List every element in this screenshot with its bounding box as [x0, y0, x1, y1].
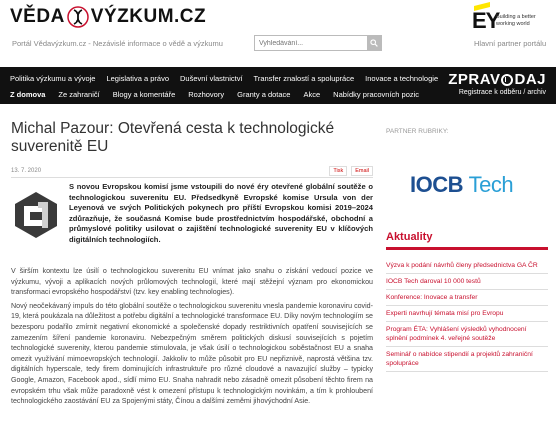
- article: [11, 120, 373, 406]
- dna-icon: [67, 6, 89, 28]
- author-logo-icon: [11, 190, 61, 240]
- search-button[interactable]: [367, 36, 381, 50]
- article-lead-text: S novou Evropskou komisí jsme vstoupili do nové éry otevřené globální soutěže o technologickou suverenitu EU. Předsedkyně Evropské komise Ursula von der Leyenová ve svých Politických pokynech pro příští Evropskou komisi 2019–2024 zdůrazňuje, že současná Komise bude prostřednictvím hospodářské, obchodní a průmyslové politiky usilovat o zajištění technologické suverenity EU v klíčových digitálních technologiích.: [69, 182, 373, 244]
- news-item[interactable]: Program ÉTA: Vyhlášení výsledků vyhodnocení splnění podmínek 4. veřejné soutěže: [386, 322, 548, 347]
- iocb-logo-text: IOCB: [410, 172, 463, 197]
- article-meta: [11, 168, 373, 178]
- nav-item-dusevni[interactable]: Duševní vlastnictví: [180, 73, 243, 83]
- nav-item-akce[interactable]: Akce: [303, 89, 321, 99]
- news-item[interactable]: Experti navrhují témata misí pro Evropu: [386, 306, 548, 322]
- newsletter-o-icon: [501, 74, 513, 86]
- news-item[interactable]: Konference: Inovace a transfer: [386, 290, 548, 306]
- search-box: [254, 35, 382, 51]
- article-actions: [325, 166, 373, 176]
- article-title: Michal Pazour: Otevřená cesta k technologické suverenitě EU: [11, 120, 335, 155]
- nav-item-ze-zahranici[interactable]: Ze zahraničí: [58, 89, 100, 99]
- site-tagline: Portál Vědavýzkum.cz - Nezávislé informace o vědě a výzkumu: [12, 39, 223, 48]
- article-date: 13. 7. 2020: [11, 168, 42, 174]
- tech-logo-text: Tech: [468, 172, 514, 197]
- logo-right-text: VÝZKUM.CZ: [90, 6, 207, 27]
- news-item[interactable]: Seminář o nabídce stipendií a projektů zahraniční spolupráce: [386, 347, 548, 372]
- logo-left-text: VĚDA: [10, 6, 65, 27]
- newsletter-logo-right: DAJ: [514, 71, 546, 88]
- nav-row-topics: [10, 70, 449, 86]
- ey-slogan: [496, 14, 536, 28]
- article-lead: [11, 182, 373, 254]
- article-paragraph: V širším kontextu lze úsilí o technologickou suverenitu EU vnímat jako snahu o získání vedoucí pozice ve výzkumu, vývoji a aplikacích nových průlomových technologií, které mají stěžejní význam pro ekonomickou transformaci evropského hospodářství (tzv. key enabling technologies).: [11, 267, 373, 297]
- news-list: [386, 258, 548, 372]
- ey-slogan-line2: working world: [496, 21, 530, 27]
- nav-item-rozhovory[interactable]: Rozhovory: [188, 89, 225, 99]
- ey-slogan-line1: Building a better: [496, 14, 536, 20]
- section-partner-label: PARTNER RUBRIKY:: [386, 128, 449, 135]
- nav-row-sections: [10, 86, 432, 102]
- ey-mark: EY: [472, 8, 500, 33]
- search-input[interactable]: [255, 36, 367, 50]
- print-button[interactable]: Tisk: [329, 166, 347, 176]
- nav-item-legislativa[interactable]: Legislativa a právo: [106, 73, 169, 83]
- news-heading: Aktuality: [386, 231, 548, 250]
- search-icon: [370, 39, 378, 47]
- article-paragraph: Nový neočekávaný impuls do této globální soutěže o technologickou suverenitu vnesla pandemie koronaviru covid-19, která poukázala na důležitost a potřebu digitální a technologické transformace EU. Díky novým technologiím se bezesporu podařilo zmírnit negativní ekonomické a společenské dopady restriktivních opatření souvisejících se zamezením šíření pandemie koronaviru. Nebezpečným směrem politických diskusí souvisejících s pojetím technologické suverenity, kterou pandemie stimulovala, je však úsilí o technologickou soběstačnost EU a snaha omezit využívání mimoevropských technologií. Jakkoliv to může působit pro EU nepřiznivě, naprostá většina tzv. digitálních hyperscale, tedy firem dominujících infrastruktuře pro různé cloudové a navazující služby – typicky Google, Amazon, Facebook apod., sídlí mimo EU. Snaha nahradit nebo zásadně omezit působení těchto firem na evropském trhu však může paradoxně vést k omezení přístupu k technologickým novinkám, a tím k prohloubení technologického zaostávání EU za Spojenými státy, Čínou a dalšími zeměmi jihovýchodní Asie.: [11, 301, 373, 406]
- main-partner-label: Hlavní partner portálu: [474, 39, 547, 48]
- newsletter-logo-left: ZPRAV: [448, 71, 501, 88]
- site-logo[interactable]: [10, 6, 206, 28]
- nav-item-transfer[interactable]: Transfer znalostí a spolupráce: [253, 73, 355, 83]
- newsletter-block[interactable]: [448, 71, 546, 96]
- newsletter-logo: [448, 71, 546, 88]
- nav-item-politika[interactable]: Politika výzkumu a vývoje: [10, 73, 96, 83]
- main-nav: [0, 67, 556, 104]
- nav-item-nabidky[interactable]: Nabídky pracovních pozic: [333, 89, 420, 99]
- nav-item-blogy[interactable]: Blogy a komentáře: [112, 89, 176, 99]
- nav-item-inovace[interactable]: Inovace a technologie: [365, 73, 439, 83]
- news-item[interactable]: IOCB Tech daroval 10 000 testů: [386, 274, 548, 290]
- ey-logo[interactable]: [472, 2, 552, 36]
- nav-item-granty[interactable]: Granty a dotace: [237, 89, 291, 99]
- article-body: [11, 266, 373, 410]
- nav-item-z-domova[interactable]: Z domova: [10, 89, 46, 99]
- site-header: [0, 0, 556, 64]
- iocb-tech-logo[interactable]: [410, 172, 513, 198]
- email-button[interactable]: Email: [351, 166, 373, 176]
- sidebar: [386, 128, 548, 367]
- news-item[interactable]: Výzva k podání návrhů členy předsednictva GA ČR: [386, 258, 548, 274]
- newsletter-subscribe-link[interactable]: Registrace k odběru / archiv: [458, 89, 546, 96]
